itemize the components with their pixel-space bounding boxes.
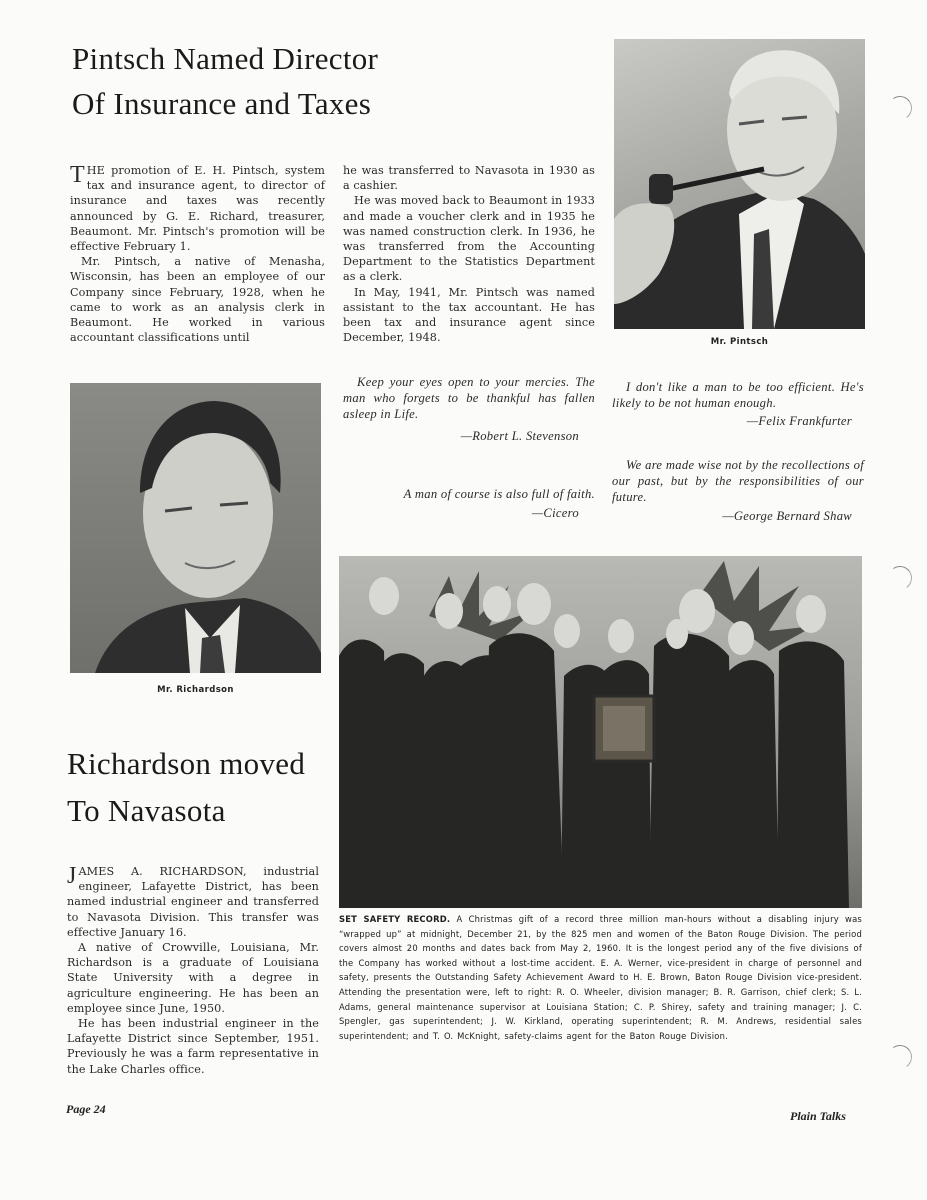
- group-photo-illustration: [339, 556, 862, 908]
- article1-paragraph: he was transferred to Navasota in 1930 as a cashier.: [343, 164, 595, 193]
- headline-line: Pintsch Named Director: [72, 41, 379, 76]
- portrait-illustration: [614, 39, 865, 329]
- article2-paragraph: A native of Crowville, Louisiana, Mr. Richardson is a graduate of Louisiana State University with a degree in agriculture engineering. He has been an employee since June, 1950.: [67, 941, 319, 1015]
- quote-frankfurter: [612, 379, 864, 429]
- richardson-photo: [70, 383, 321, 673]
- article1-paragraph: Mr. Pintsch, a native of Menasha, Wisconsin, has been an employee of our Company since February, 1928, when he came to work as an analysis clerk in Beaumont. He worked in various accountant classifications until: [70, 255, 325, 345]
- quote-author: —Cicero: [531, 506, 579, 520]
- caption-text: A Christmas gift of a record three million man-hours without a disabling injury was “wrapped up” at midnight, December 21, by the 825 men and women of the Baton Rouge Division. The period covers almost 20 months and dates back from May 2, 1960. It is the longest period any of the five divisions of the Company has worked without a lost-time accident. E. A. Werner, vice-president in charge of personnel and safety, presents the Outstanding Safety Achievement Award to H. E. Brown, Baton Rouge Division vice-president. Attending the presentation were, left to right: R. O. Wheeler, division manager; B. R. Garrison, chief clerk; S. L. Adams, general maintenance supervisor at Louisiana Station; C. P. Shirey, safety and training manager; J. C. Spengler, gas superintendent; J. W. Kirkland, operating superintendent; R. M. Andrews, residential sales superintendent; and T. O. McKnight, safety-claims agent for the Baton Rouge Division.: [339, 914, 862, 1041]
- quote-text: Keep your eyes open to your mercies. The man who forgets to be thankful has fallen asleep in Life.: [343, 375, 595, 421]
- richardson-photo-caption: Mr. Richardson: [157, 685, 234, 695]
- headline-line: To Navasota: [67, 793, 226, 828]
- publication-name: Plain Talks: [790, 1109, 846, 1123]
- article1-column2: [343, 163, 595, 345]
- article2-body: [67, 864, 319, 1077]
- article1-headline: [72, 36, 492, 126]
- caption-lead: SET SAFETY RECORD.: [339, 914, 451, 924]
- drop-cap: J: [67, 863, 77, 889]
- article2-paragraph: He has been industrial engineer in the Lafayette District since September, 1951. Previously he was a farm representative in the Lake Charles office.: [67, 1017, 319, 1076]
- group-photo-caption: [339, 912, 862, 1043]
- article1-paragraph: [70, 163, 325, 254]
- portrait-illustration: [70, 383, 321, 673]
- quote-text: I don't like a man to be too efficient. He's likely to be not human enough.: [612, 380, 864, 410]
- article2-headline: [67, 740, 337, 834]
- page-number: Page 24: [66, 1102, 106, 1116]
- article1-paragraph: In May, 1941, Mr. Pintsch was named assistant to the tax accountant. He has been tax and insurance agent since December, 1948.: [343, 285, 595, 345]
- article2-paragraph: [67, 864, 319, 940]
- quote-shaw: [612, 457, 864, 524]
- pintsch-photo-caption: Mr. Pintsch: [710, 337, 769, 347]
- punch-hole-mark: [886, 94, 914, 122]
- quote-stevenson: [343, 374, 595, 444]
- quote-text: We are made wise not by the recollections of our past, but by the responsibilities of our future.: [612, 458, 864, 504]
- quote-cicero: [343, 486, 595, 521]
- drop-cap: T: [70, 162, 85, 188]
- pintsch-photo: [614, 39, 865, 329]
- quote-author: —Robert L. Stevenson: [460, 429, 579, 443]
- safety-award-group-photo: [339, 556, 862, 908]
- article1-paragraph: He was moved back to Beaumont in 1933 and made a voucher clerk and in 1935 he was named construction clerk. In 1936, he was transferred from the Accounting Department to the Statistics Department as a clerk.: [343, 194, 595, 284]
- quote-author: —Felix Frankfurter: [746, 414, 852, 428]
- quote-author: —George Bernard Shaw: [722, 509, 852, 523]
- paragraph-text: AMES A. RICHARDSON, industrial engineer, Lafayette District, has been named industrial engineer and transferred to Navasota Division. This transfer was effective January 16.: [67, 865, 319, 939]
- quote-text: A man of course is also full of faith.: [403, 487, 595, 501]
- article1-column1: [70, 163, 325, 345]
- paragraph-text: HE promotion of E. H. Pintsch, system tax and insurance agent, to director of insurance and taxes was recently announced by G. E. Richard, treasurer, Beaumont. Mr. Pintsch's promotion will be effective February 1.: [70, 164, 325, 254]
- punch-hole-mark: [886, 1043, 914, 1071]
- headline-line: Richardson moved: [67, 746, 306, 781]
- headline-line: Of Insurance and Taxes: [72, 86, 372, 121]
- punch-hole-mark: [886, 564, 914, 592]
